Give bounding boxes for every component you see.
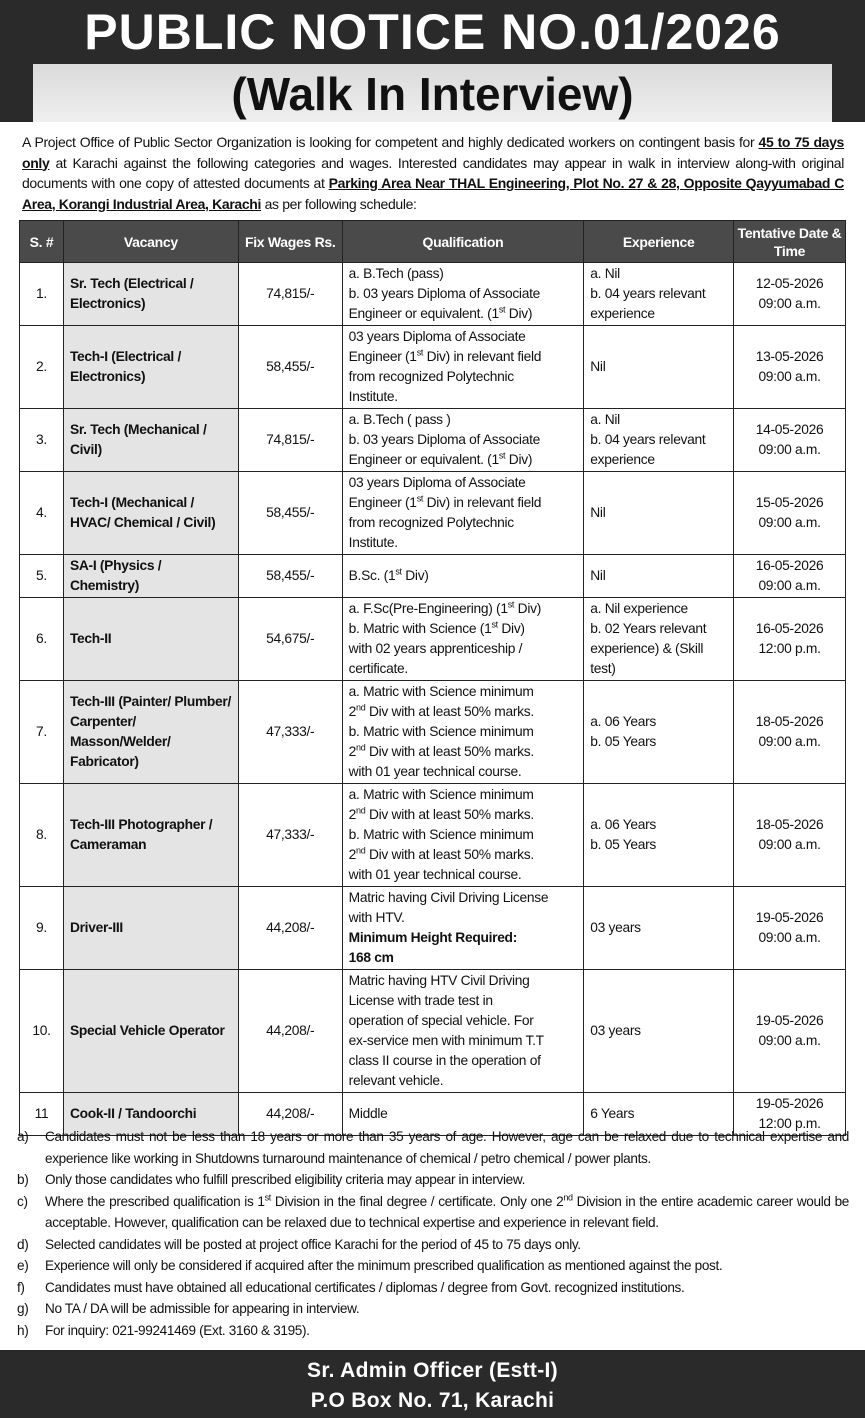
row-sn: 11	[20, 1093, 64, 1136]
row-vacancy: Sr. Tech (Mechanical / Civil)	[63, 409, 238, 472]
intro-text-2: at Karachi against the following categories and wages. Interested candidates may appear in walk in interview along-with original documents with one copy of attested documents at	[22, 154, 844, 191]
row-sn: 4.	[20, 472, 64, 555]
row-vacancy: Tech-II	[63, 598, 238, 681]
condition-item	[17, 1234, 849, 1256]
condition-text: Candidates must have obtained all educational certificates / diplomas / degree from Govt. recognized institutions.	[45, 1279, 685, 1295]
condition-text: Candidates must not be less than 18 years or more than 35 years of age. However, age can be relaxed due to technical expertise and experience like working in Shutdowns turnaround maintenance of chemical / petro chemical / power plants.	[45, 1129, 849, 1166]
condition-item	[17, 1277, 849, 1299]
row-date-time: 16-05-2026 09:00 a.m.	[734, 555, 846, 598]
col-header-qualification: Qualification	[342, 221, 584, 263]
intro-venue: Parking Area Near THAL Engineering, Plot No. 27 & 28, Opposite Qayyumabad C Area, Korangi Industrial Area, Karachi	[22, 175, 844, 212]
row-wages: 47,333/-	[238, 681, 342, 784]
col-header-sn: S. #	[20, 221, 64, 263]
row-date-time: 12-05-2026 09:00 a.m.	[734, 263, 846, 326]
row-vacancy: Sr. Tech (Electrical / Electronics)	[63, 263, 238, 326]
row-qualification: 03 years Diploma of Associate Engineer (1st Div) in relevant field from recognized Polytechnic Institute.	[342, 326, 584, 409]
notice-header	[0, 0, 865, 122]
condition-item	[17, 1320, 849, 1342]
table-row	[20, 784, 846, 887]
table-row	[20, 970, 846, 1093]
row-sn: 1.	[20, 263, 64, 326]
row-qualification: Matric having HTV Civil Driving License with trade test in operation of special vehicle. For ex-service men with minimum T.T class II course in the operation of relevant vehicle.	[342, 970, 584, 1093]
row-vacancy: Tech-I (Electrical / Electronics)	[63, 326, 238, 409]
table-header-row	[20, 221, 846, 263]
row-wages: 47,333/-	[238, 784, 342, 887]
condition-key: h)	[17, 1322, 29, 1338]
row-sn: 2.	[20, 326, 64, 409]
notice-footer	[0, 1350, 865, 1418]
row-vacancy: Driver-III	[63, 887, 238, 970]
row-date-time: 19-05-2026 12:00 p.m.	[734, 1093, 846, 1136]
condition-key: d)	[17, 1236, 29, 1252]
conditions-list	[17, 1126, 849, 1341]
row-wages: 58,455/-	[238, 326, 342, 409]
condition-text: No TA / DA will be admissible for appearing in interview.	[45, 1301, 360, 1316]
row-wages: 74,815/-	[238, 409, 342, 472]
intro-text-1: A Project Office of Public Sector Organization is looking for competent and highly dedicated workers on contingent basis for	[22, 134, 759, 150]
condition-item	[17, 1126, 849, 1169]
row-qualification: 03 years Diploma of Associate Engineer (1st Div) in relevant field from recognized Polytechnic Institute.	[342, 472, 584, 555]
notice-subtitle: (Walk In Interview)	[231, 68, 634, 120]
col-header-wages: Fix Wages Rs.	[238, 221, 342, 263]
row-qualification: B.Sc. (1st Div)	[342, 555, 584, 598]
row-experience: a. 06 Years b. 05 Years	[584, 784, 734, 887]
row-wages: 44,208/-	[238, 1093, 342, 1136]
row-experience: Nil	[584, 472, 734, 555]
row-experience: a. 06 Years b. 05 Years	[584, 681, 734, 784]
row-date-time: 18-05-2026 09:00 a.m.	[734, 681, 846, 784]
subtitle-banner	[33, 64, 832, 122]
notice-title: PUBLIC NOTICE NO.01/2026	[84, 4, 781, 60]
condition-item	[17, 1298, 849, 1320]
footer-officer: Sr. Admin Officer (Estt-I)	[307, 1359, 558, 1382]
row-vacancy: Special Vehicle Operator	[63, 970, 238, 1093]
table-row	[20, 887, 846, 970]
row-vacancy: Tech-I (Mechanical / HVAC/ Chemical / Civil)	[63, 472, 238, 555]
row-sn: 9.	[20, 887, 64, 970]
condition-text: Selected candidates will be posted at project office Karachi for the period of 45 to 75 days only.	[45, 1236, 581, 1252]
row-sn: 8.	[20, 784, 64, 887]
row-wages: 44,208/-	[238, 970, 342, 1093]
condition-text: For inquiry: 021-99241469 (Ext. 3160 & 3195).	[45, 1322, 310, 1338]
row-sn: 10.	[20, 970, 64, 1093]
condition-key: e)	[17, 1258, 29, 1273]
table-row	[20, 681, 846, 784]
row-date-time: 15-05-2026 09:00 a.m.	[734, 472, 846, 555]
col-header-vacancy: Vacancy	[63, 221, 238, 263]
row-qualification: a. Matric with Science minimum 2nd Div with at least 50% marks. b. Matric with Science minimum 2nd Div with at least 50% marks. with 01 year technical course.	[342, 784, 584, 887]
row-vacancy: Cook-II / Tandoorchi	[63, 1093, 238, 1136]
row-date-time: 16-05-2026 12:00 p.m.	[734, 598, 846, 681]
condition-item	[17, 1255, 849, 1277]
row-date-time: 13-05-2026 09:00 a.m.	[734, 326, 846, 409]
table-row	[20, 472, 846, 555]
row-qualification: a. B.Tech (pass) b. 03 years Diploma of Associate Engineer or equivalent. (1st Div)	[342, 263, 584, 326]
condition-text: Where the prescribed qualification is 1st Division in the final degree / certificate. Only one 2nd Division in the entire academic career would be acceptable. However, qualification can be relaxed due to technical expertise and experience in relevant field.	[45, 1191, 849, 1230]
row-sn: 5.	[20, 555, 64, 598]
row-wages: 74,815/-	[238, 263, 342, 326]
row-experience: Nil	[584, 555, 734, 598]
condition-text: Experience will only be considered if acquired after the minimum prescribed qualification as mentioned against the post.	[45, 1258, 723, 1273]
condition-key: f)	[17, 1279, 25, 1295]
row-vacancy: SA-I (Physics / Chemistry)	[63, 555, 238, 598]
row-experience: 03 years	[584, 887, 734, 970]
table-row	[20, 409, 846, 472]
intro-paragraph	[22, 132, 844, 214]
intro-text-3: as per following schedule:	[261, 195, 417, 212]
col-header-experience: Experience	[584, 221, 734, 263]
condition-item	[17, 1169, 849, 1191]
row-experience: 03 years	[584, 970, 734, 1093]
row-date-time: 18-05-2026 09:00 a.m.	[734, 784, 846, 887]
row-qualification: a. B.Tech ( pass ) b. 03 years Diploma of Associate Engineer or equivalent. (1st Div)	[342, 409, 584, 472]
row-sn: 7.	[20, 681, 64, 784]
condition-text: Only those candidates who fulfill prescribed eligibility criteria may appear in interview.	[45, 1172, 526, 1187]
table-row	[20, 555, 846, 598]
row-qualification: Middle	[342, 1093, 584, 1136]
vacancy-table	[19, 220, 846, 1136]
table-row	[20, 326, 846, 409]
row-date-time: 19-05-2026 09:00 a.m.	[734, 970, 846, 1093]
row-experience: a. Nil b. 04 years relevant experience	[584, 263, 734, 326]
row-experience: Nil	[584, 326, 734, 409]
row-qualification: a. F.Sc(Pre-Engineering) (1st Div) b. Matric with Science (1st Div) with 02 years apprenticeship / certificate.	[342, 598, 584, 681]
table-row	[20, 263, 846, 326]
condition-item	[17, 1191, 849, 1234]
row-experience: 6 Years	[584, 1093, 734, 1136]
condition-key: g)	[17, 1301, 29, 1316]
intro-duration: 45 to 75 days only	[22, 134, 844, 171]
row-vacancy: Tech-III Photographer / Cameraman	[63, 784, 238, 887]
row-vacancy: Tech-III (Painter/ Plumber/ Carpenter/ Masson/Welder/ Fabricator)	[63, 681, 238, 784]
row-wages: 58,455/-	[238, 555, 342, 598]
row-wages: 44,208/-	[238, 887, 342, 970]
row-experience: a. Nil experience b. 02 Years relevant experience) & (Skill test)	[584, 598, 734, 681]
row-experience: a. Nil b. 04 years relevant experience	[584, 409, 734, 472]
table-row	[20, 598, 846, 681]
col-header-date: Tentative Date & Time	[734, 221, 846, 263]
footer-address: P.O Box No. 71, Karachi	[310, 1389, 555, 1412]
condition-key: c)	[17, 1193, 28, 1209]
row-qualification: a. Matric with Science minimum 2nd Div with at least 50% marks. b. Matric with Science minimum 2nd Div with at least 50% marks. with 01 year technical course.	[342, 681, 584, 784]
row-wages: 58,455/-	[238, 472, 342, 555]
row-sn: 6.	[20, 598, 64, 681]
row-wages: 54,675/-	[238, 598, 342, 681]
row-date-time: 14-05-2026 09:00 a.m.	[734, 409, 846, 472]
condition-key: a)	[17, 1129, 29, 1144]
row-qualification: Matric having Civil Driving License with HTV. Minimum Height Required: 168 cm	[342, 887, 584, 970]
condition-key: b)	[17, 1172, 29, 1187]
row-date-time: 19-05-2026 09:00 a.m.	[734, 887, 846, 970]
row-sn: 3.	[20, 409, 64, 472]
